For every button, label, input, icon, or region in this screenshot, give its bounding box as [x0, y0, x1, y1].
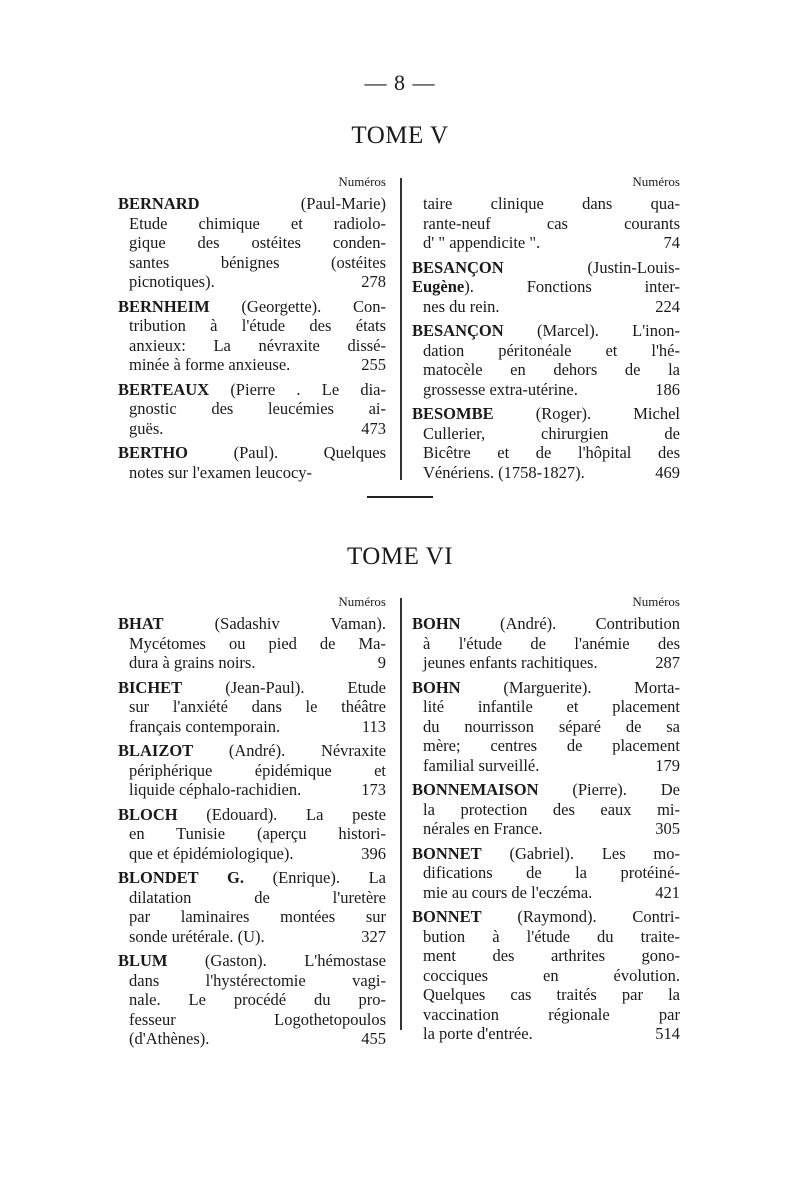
entry-text	[129, 761, 386, 781]
section-separator	[367, 496, 433, 498]
title-text: Vénériens. (1758-1827).	[423, 462, 585, 482]
entry-line	[118, 951, 386, 971]
title-text: (Enrique). La	[243, 868, 386, 887]
thesis-number: 74	[663, 233, 680, 252]
entry-text	[129, 780, 355, 800]
title-text: dans l'hystérectomie vagi-	[129, 970, 386, 990]
entry-text	[423, 194, 680, 214]
title-text: Etude chimique et radiolo-	[129, 213, 386, 233]
entry-line	[412, 844, 680, 864]
entry-text	[129, 717, 356, 737]
author-name: BERTHO	[118, 443, 189, 462]
title-text: (André). Contribution	[460, 614, 680, 633]
title-text: cocciques en évolution.	[423, 965, 680, 985]
title-text: dation péritonéale et l'hé-	[423, 340, 680, 360]
thesis-number: 9	[377, 653, 386, 672]
entry-text	[423, 297, 649, 317]
index-entry	[412, 258, 680, 317]
entry-text	[129, 697, 386, 717]
entry-line	[412, 1005, 680, 1025]
title-text: (Paul-Marie)	[199, 194, 386, 213]
author-name: BESOMBE	[412, 404, 494, 423]
index-entry	[118, 951, 386, 1049]
entry-line	[412, 634, 680, 654]
title-text: (Pierre). De	[538, 780, 680, 799]
entry-line	[412, 258, 680, 278]
title-text: (Pierre . Le dia-	[209, 379, 386, 399]
title-text: nale. Le procédé du pro-	[129, 990, 386, 1009]
numeros-header: Numéros	[338, 594, 386, 609]
author-name: BESANÇON	[412, 257, 504, 277]
title-text: vaccination régionale par	[423, 1004, 680, 1024]
entry-text	[129, 1029, 355, 1049]
entry-line	[412, 404, 680, 424]
numeros-header: Numéros	[632, 174, 680, 189]
thesis-number: 224	[655, 296, 680, 316]
author-name: BOHN	[412, 614, 461, 633]
tome-heading: TOME VI	[346, 543, 454, 570]
entry-line	[412, 819, 680, 839]
entry-line	[118, 971, 386, 991]
entry-text	[129, 844, 355, 864]
title-text: la porte d'entrée.	[423, 1024, 533, 1043]
index-column	[118, 592, 386, 1049]
entry-line	[412, 946, 680, 966]
index-entry	[412, 907, 680, 1044]
entry-line	[412, 907, 680, 927]
title-text: sur l'anxiété dans le théâtre	[129, 697, 386, 716]
entry-text	[129, 927, 355, 947]
title-text: lité infantile et placement	[423, 697, 680, 716]
index-entry	[412, 404, 680, 482]
entry-text	[129, 907, 386, 927]
entry-text	[412, 258, 680, 278]
entry-line	[118, 399, 386, 419]
entry-line	[412, 985, 680, 1005]
entry-line	[412, 1024, 680, 1044]
title-text: gique des ostéites conden-	[129, 233, 386, 252]
entry-text	[412, 678, 680, 698]
entry-text	[412, 404, 680, 424]
entry-line	[118, 355, 386, 375]
entry-line	[118, 1029, 386, 1049]
entry-line	[118, 419, 386, 439]
title-text: la protection des eaux mi-	[423, 799, 680, 819]
entry-text	[423, 717, 680, 737]
entry-text	[423, 863, 680, 883]
entry-text	[423, 883, 649, 903]
index-entry	[118, 678, 386, 737]
thesis-number: 186	[655, 379, 680, 399]
entry-line	[118, 214, 386, 234]
entry-text	[118, 678, 386, 698]
index-entry	[412, 194, 680, 253]
thesis-number: 455	[361, 1029, 386, 1048]
entry-text	[423, 736, 680, 756]
entry-text	[118, 741, 386, 761]
index-entry	[118, 868, 386, 946]
entry-text	[423, 985, 680, 1005]
entry-line	[118, 443, 386, 463]
entry-line	[118, 678, 386, 698]
title-text: fesseur Logothetopoulos	[129, 1009, 386, 1029]
entry-line	[118, 380, 386, 400]
index-entry	[118, 614, 386, 673]
title-text: (Jean-Paul). Etude	[182, 677, 386, 697]
entry-line	[412, 277, 680, 297]
title-text: jeunes enfants rachitiques.	[423, 653, 598, 672]
title-text: matocèle en dehors de la	[423, 360, 680, 379]
entry-line	[412, 927, 680, 947]
entry-line	[118, 463, 386, 483]
entry-line	[118, 336, 386, 356]
entry-line	[118, 1010, 386, 1030]
entry-line	[412, 341, 680, 361]
entry-text	[129, 971, 386, 991]
entry-line	[412, 800, 680, 820]
entry-line	[412, 321, 680, 341]
author-name: BLUM	[118, 951, 168, 970]
index-entry	[412, 321, 680, 399]
entry-text	[118, 868, 386, 888]
entry-text	[423, 1005, 680, 1025]
title-text: périphérique épidémique et	[129, 760, 386, 780]
thesis-number: 179	[655, 755, 680, 775]
title-text: (Justin-Louis-	[503, 257, 680, 277]
entry-line	[118, 805, 386, 825]
entry-line	[118, 761, 386, 781]
title-text: (Marguerite). Morta-	[460, 677, 680, 697]
thesis-number: 469	[655, 462, 680, 482]
entry-line	[412, 463, 680, 483]
title-text: mie au cours de l'eczéma.	[423, 882, 593, 902]
thesis-number: 173	[361, 780, 386, 799]
author-name: BONNET	[412, 843, 482, 863]
entry-line	[118, 990, 386, 1010]
entry-line	[118, 634, 386, 654]
title-text: Cullerier, chirurgien de	[423, 423, 680, 443]
title-text: en Tunisie (aperçu histori-	[129, 824, 386, 843]
title-text: par laminaires montées sur	[129, 907, 386, 926]
entry-line	[412, 883, 680, 903]
entry-line	[118, 297, 386, 317]
tome-heading: TOME V	[351, 122, 449, 149]
entry-line	[118, 272, 386, 292]
entry-line	[118, 316, 386, 336]
index-column	[118, 172, 386, 482]
author-name: BLONDET G.	[118, 868, 244, 887]
title-text: ment des arthrites gono-	[423, 946, 680, 965]
title-text: Bicêtre et de l'hôpital des	[423, 443, 680, 462]
entry-text	[423, 463, 649, 483]
index-entry	[118, 194, 386, 292]
title-text: (Georgette). Con-	[209, 296, 386, 316]
page-number: — 8 —	[364, 70, 436, 95]
entry-text	[423, 800, 680, 820]
entry-text	[129, 888, 386, 908]
entry-line	[412, 233, 680, 253]
title-text: Mycétomes ou pied de Ma-	[129, 633, 386, 653]
title-text: français contemporain.	[129, 716, 281, 736]
title-text: (Gaston). L'hémostase	[167, 951, 386, 970]
entry-line	[118, 653, 386, 673]
entry-text	[423, 214, 680, 234]
author-name: BLOCH	[118, 804, 178, 824]
entry-text	[412, 844, 680, 864]
entry-text	[118, 297, 386, 317]
entry-text	[129, 233, 386, 253]
numeros-header: Numéros	[338, 174, 386, 189]
entry-line	[118, 697, 386, 717]
entry-line	[412, 297, 680, 317]
index-entry	[118, 380, 386, 439]
entry-text	[129, 1010, 386, 1030]
title-text: taire clinique dans qua-	[423, 194, 680, 213]
thesis-number: 421	[655, 882, 680, 902]
title-text: que et épidémiologique).	[129, 843, 294, 863]
title-text: (Sadashiv Vaman).	[163, 614, 386, 633]
thesis-number: 305	[655, 819, 680, 838]
title-text: d' " appendicite ".	[423, 233, 541, 252]
entry-line	[118, 824, 386, 844]
entry-text	[412, 277, 680, 297]
thesis-number: 287	[655, 653, 680, 672]
entry-line	[412, 678, 680, 698]
title-text: sonde urétérale. (U).	[129, 926, 265, 946]
entry-line	[118, 868, 386, 888]
entry-text	[423, 424, 680, 444]
entry-text	[129, 316, 386, 336]
title-text: bution à l'étude du traite-	[423, 926, 680, 946]
entry-text	[129, 355, 355, 375]
index-entry	[412, 780, 680, 839]
entry-text	[129, 272, 355, 292]
entry-text	[129, 824, 386, 844]
entry-text	[423, 360, 680, 380]
entry-text	[423, 697, 680, 717]
title-text: anxieux: La névraxite dissé-	[129, 335, 386, 355]
entry-line	[412, 360, 680, 380]
title-text: nes du rein.	[423, 296, 500, 316]
index-entry	[118, 443, 386, 482]
index-entry	[118, 741, 386, 800]
author-name: BONNET	[412, 907, 482, 926]
author-name: BLAIZOT	[118, 741, 194, 760]
numeros-header: Numéros	[632, 594, 680, 609]
entry-text	[423, 966, 680, 986]
title-text: guës.	[129, 418, 164, 438]
entry-line	[118, 741, 386, 761]
entry-line	[118, 614, 386, 634]
entry-line	[118, 717, 386, 737]
entry-text	[118, 951, 386, 971]
entry-text	[423, 819, 649, 839]
author-name: BERTEAUX	[118, 379, 210, 399]
thesis-number: 514	[655, 1024, 680, 1043]
thesis-number: 396	[361, 843, 386, 863]
title-text: mère; centres de placement	[423, 736, 680, 755]
title-text: difications de la protéiné-	[423, 863, 680, 882]
entry-line	[118, 907, 386, 927]
entry-text	[118, 614, 386, 634]
title-text: notes sur l'examen leucocy-	[129, 462, 313, 482]
entry-text	[129, 990, 386, 1010]
thesis-number: 113	[361, 716, 386, 736]
title-text: liquide céphalo-rachidien.	[129, 780, 302, 799]
entry-text	[423, 653, 649, 673]
entry-text	[423, 946, 680, 966]
entry-line	[118, 888, 386, 908]
title-text: (Paul). Quelques	[188, 443, 386, 462]
title-text: (d'Athènes).	[129, 1029, 210, 1048]
title-text: du nourrisson séparé de sa	[423, 716, 680, 736]
thesis-number: 278	[361, 272, 386, 291]
entry-text	[423, 634, 680, 654]
entry-text	[129, 463, 386, 483]
index-entry	[412, 678, 680, 776]
entry-text	[423, 1024, 649, 1044]
entry-line	[118, 927, 386, 947]
entry-line	[118, 233, 386, 253]
entry-text	[129, 253, 386, 273]
entry-line	[412, 194, 680, 214]
entry-text	[423, 927, 680, 947]
entry-line	[118, 253, 386, 273]
entry-text	[412, 321, 680, 341]
entry-text	[423, 443, 680, 463]
entry-text	[423, 233, 658, 253]
entry-line	[412, 214, 680, 234]
author-name: Eugène	[412, 277, 465, 296]
entry-text	[129, 634, 386, 654]
title-text: (Gabriel). Les mo-	[481, 843, 680, 863]
entry-line	[118, 194, 386, 214]
author-name: BERNHEIM	[118, 296, 210, 316]
entry-text	[118, 194, 386, 214]
entry-line	[412, 780, 680, 800]
entry-text	[412, 780, 680, 800]
title-text: gnostic des leucémies ai-	[129, 399, 386, 418]
author-name: BONNEMAISON	[412, 780, 539, 799]
title-text: (André). Névraxite	[193, 741, 386, 760]
entry-text	[129, 653, 372, 673]
index-entry	[412, 614, 680, 673]
entry-line	[412, 736, 680, 756]
entry-line	[412, 424, 680, 444]
title-text: tribution à l'étude des états	[129, 316, 386, 335]
author-name: BICHET	[118, 677, 183, 697]
entry-line	[412, 717, 680, 737]
index-entry	[412, 844, 680, 903]
author-name: BERNARD	[118, 194, 200, 213]
title-text: ). Fonctions inter-	[464, 277, 680, 296]
title-text: (Edouard). La peste	[177, 804, 386, 824]
entry-text	[129, 399, 386, 419]
author-name: BESANÇON	[412, 321, 504, 340]
title-text: santes bénignes (ostéites	[129, 252, 386, 272]
entry-text	[129, 336, 386, 356]
title-text: (Raymond). Contri-	[481, 907, 680, 926]
entry-text	[118, 443, 386, 463]
entry-line	[118, 780, 386, 800]
column-divider	[400, 178, 402, 480]
index-entry	[118, 805, 386, 864]
entry-text	[412, 907, 680, 927]
entry-text	[118, 805, 386, 825]
index-column	[412, 172, 680, 482]
title-text: Quelques cas traités par la	[423, 985, 680, 1004]
title-text: picnotiques).	[129, 272, 215, 291]
title-text: dura à grains noirs.	[129, 653, 256, 672]
title-text: (Roger). Michel	[493, 404, 680, 423]
entry-line	[412, 380, 680, 400]
entry-line	[412, 653, 680, 673]
entry-line	[412, 863, 680, 883]
thesis-number: 255	[361, 355, 386, 374]
entry-text	[412, 614, 680, 634]
entry-text	[129, 214, 386, 234]
entry-line	[118, 844, 386, 864]
title-text: rante-neuf cas courants	[423, 213, 680, 233]
title-text: minée à forme anxieuse.	[129, 355, 291, 374]
entry-line	[412, 614, 680, 634]
title-text: nérales en France.	[423, 819, 543, 838]
entry-line	[412, 756, 680, 776]
title-text: dilatation de l'uretère	[129, 887, 386, 907]
entry-text	[423, 756, 649, 776]
title-text: grossesse extra-utérine.	[423, 379, 578, 399]
entry-text	[423, 380, 649, 400]
entry-line	[412, 443, 680, 463]
index-entry	[118, 297, 386, 375]
entry-line	[412, 697, 680, 717]
title-text: familial surveillé.	[423, 755, 540, 775]
thesis-number: 473	[361, 418, 386, 438]
entry-text	[423, 341, 680, 361]
title-text: à l'étude de l'anémie des	[423, 633, 680, 653]
title-text: (Marcel). L'inon-	[503, 321, 680, 340]
author-name: BOHN	[412, 677, 461, 697]
entry-line	[412, 966, 680, 986]
column-divider	[400, 598, 402, 1030]
index-column	[412, 592, 680, 1044]
entry-text	[118, 380, 386, 400]
author-name: BHAT	[118, 614, 164, 633]
entry-text	[129, 419, 355, 439]
thesis-number: 327	[361, 926, 386, 946]
